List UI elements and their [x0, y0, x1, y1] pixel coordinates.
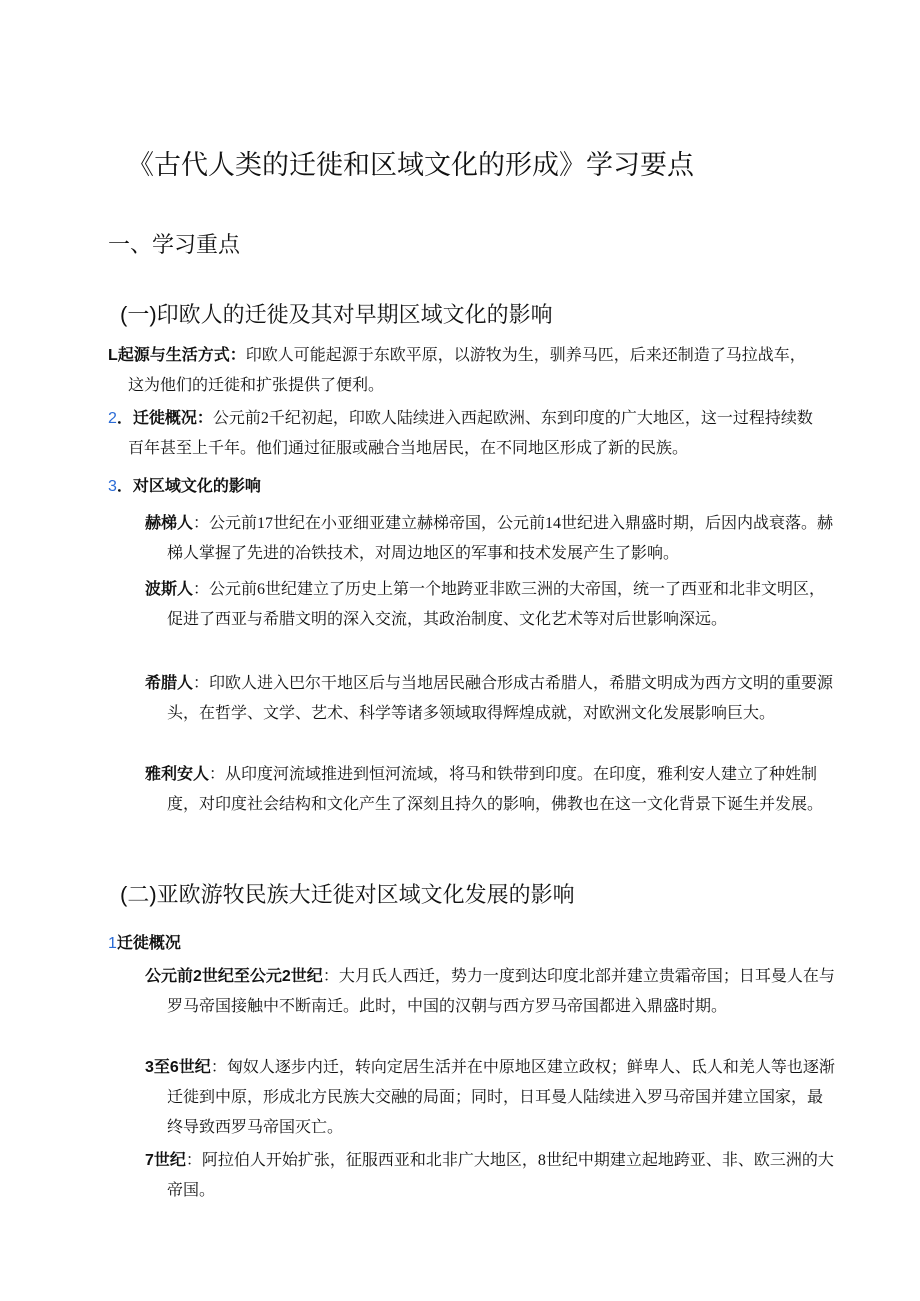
sub-heading-migration-overview	[108, 930, 181, 953]
subsection-heading-nomadic-migrations: (二)亚欧游牧民族大迁徙对区域文化发展的影响	[120, 882, 575, 907]
item-number: 1	[108, 935, 117, 952]
period-entry-3rd-6th	[145, 1053, 835, 1143]
item-label: 迁徙概况	[116, 935, 181, 952]
people-text: ：从印度河流域推进到恒河流域，将马和铁带到印度。在印度，雅利安人建立了种姓制度，对印度社会结构和文化产生了深刻且持久的影响，佛教也在这一文化背景下诞生并发展。	[167, 766, 824, 813]
people-name: 雅利安人	[145, 766, 210, 783]
item-number: 3	[108, 478, 117, 495]
item-migration-overview	[108, 404, 818, 464]
section-heading-study-focus: 一、学习重点	[108, 232, 241, 257]
people-entry-persians	[145, 575, 835, 635]
item-text: 公元前2千纪初起，印欧人陆续进入西起欧洲、东到印度的广大地区，这一过程持续数百年甚至上千年。他们通过征服或融合当地居民，在不同地区形成了新的民族。	[128, 410, 813, 457]
people-text: ：印欧人进入巴尔干地区后与当地居民融合形成古希腊人，希腊文明成为西方文明的重要源头，在哲学、文学、艺术、科学等诸多领域取得辉煌成就，对欧洲文化发展影响巨大。	[167, 675, 834, 722]
period-entry-2nd-bc-2nd-ad	[145, 962, 835, 1022]
period-text: ：大月氏人西迁，势力一度到达印度北部并建立贵霜帝国；日耳曼人在与罗马帝国接触中不断南迁。此时，中国的汉朝与西方罗马帝国都进入鼎盛时期。	[167, 968, 835, 1015]
item-label: ．对区域文化的影响	[116, 478, 261, 495]
people-name: 波斯人	[145, 581, 194, 598]
item-label: ．迁徙概况：	[116, 410, 213, 427]
item-label: L起源与生活方式：	[108, 347, 246, 364]
page-title: 《古代人类的迁徙和区域文化的形成》学习要点	[127, 150, 694, 180]
item-cultural-impact	[108, 472, 818, 502]
period-entry-7th	[145, 1146, 835, 1206]
people-entry-greeks	[145, 669, 835, 729]
item-origin-lifestyle	[108, 341, 818, 401]
period-text: ：阿拉伯人开始扩张，征服西亚和北非广大地区，8世纪中期建立起地跨亚、非、欧三洲的大帝国。	[167, 1152, 834, 1199]
period-name: 公元前2世纪至公元2世纪	[145, 968, 323, 985]
subsection-heading-indo-europeans: (一)印欧人的迁徙及其对早期区域文化的影响	[120, 302, 553, 327]
item-number: 2	[108, 410, 117, 427]
people-entry-aryans	[145, 760, 835, 820]
period-name: 7世纪	[145, 1152, 186, 1169]
people-name: 赫梯人	[145, 515, 194, 532]
people-text: ：公元前6世纪建立了历史上第一个地跨亚非欧三洲的大帝国，统一了西亚和北非文明区，促进了西亚与希腊文明的深入交流，其政治制度、文化艺术等对后世影响深远。	[167, 581, 826, 628]
item-text: 印欧人可能起源于东欧平原，以游牧为生，驯养马匹，后来还制造了马拉战车，这为他们的迁徙和扩张提供了便利。	[128, 347, 806, 394]
people-text: ：公元前17世纪在小亚细亚建立赫梯帝国，公元前14世纪进入鼎盛时期，后因内战衰落。赫梯人掌握了先进的冶铁技术，对周边地区的军事和技术发展产生了影响。	[167, 515, 834, 562]
period-text: ：匈奴人逐步内迁，转向定居生活并在中原地区建立政权；鲜卑人、氐人和羌人等也逐渐迁徙到中原，形成北方民族大交融的局面；同时，日耳曼人陆续进入罗马帝国并建立国家，最终导致西罗马帝国灭亡。	[167, 1059, 835, 1136]
people-entry-hittites	[145, 509, 835, 569]
period-name: 3至6世纪	[145, 1059, 211, 1076]
people-name: 希腊人	[145, 675, 194, 692]
